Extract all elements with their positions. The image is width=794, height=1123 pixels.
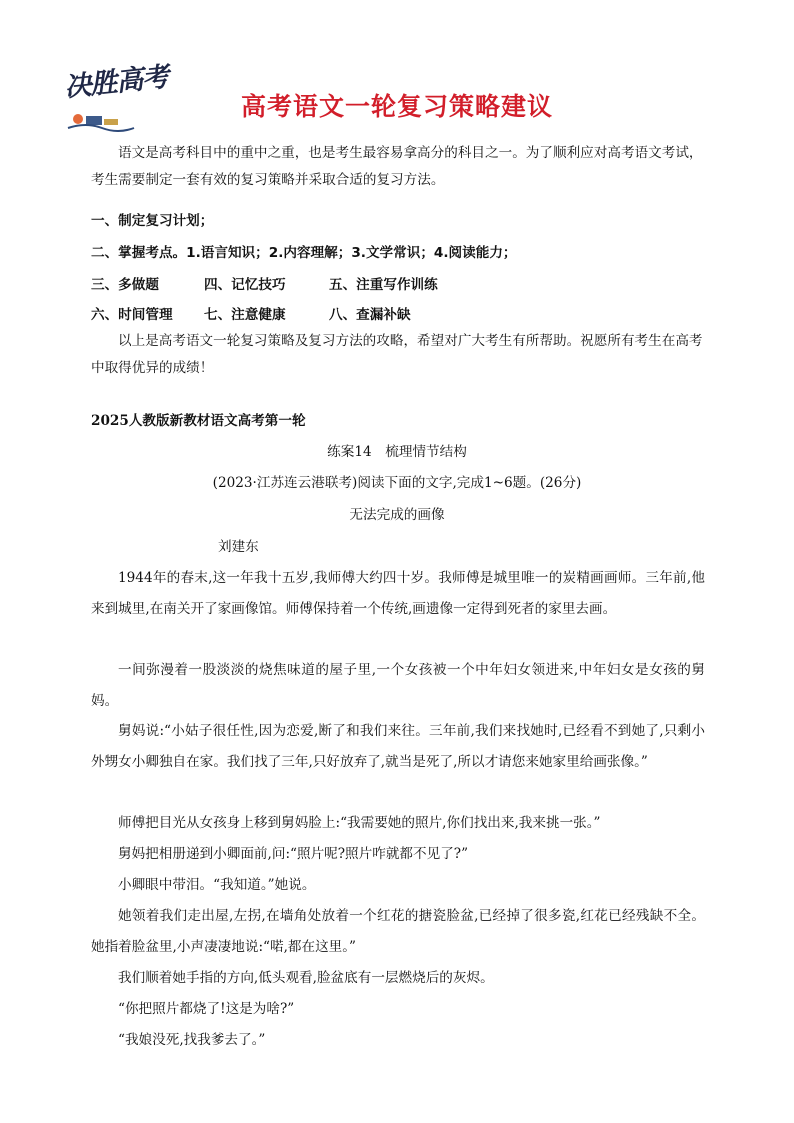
story-paragraph-8: 我们顺着她手指的方向,低头观看,脸盆底有一层燃烧后的灰烬。 bbox=[118, 970, 494, 986]
page-title: 高考语文一轮复习策略建议 bbox=[240, 92, 553, 121]
outro-paragraph: 以上是高考语文一轮复习策略及复习方法的攻略，希望对广大考生有所帮助。祝愿所有考生在高考中取得优异的成绩！ bbox=[91, 333, 703, 376]
story-paragraph-6: 小卿眼中带泪。“我知道。”她说。 bbox=[118, 877, 316, 893]
logo-text: 决胜高考 bbox=[62, 61, 170, 104]
strategy-item-5: 五、注重写作训练 bbox=[329, 277, 438, 293]
story-paragraph-7: 她领着我们走出屋,左拐,在墙角处放着一个红花的搪瓷脸盆,已经掉了很多瓷,红花已经残缺不全。她指着脸盆里,小声凄凄地说:“喏,都在这里。” bbox=[91, 908, 705, 955]
strategy-item-8: 八、查漏补缺 bbox=[329, 307, 411, 323]
story-title: 无法完成的画像 bbox=[349, 507, 445, 523]
story-paragraph-5: 舅妈把相册递到小卿面前,问:“照片呢?照片咋就都不见了?” bbox=[118, 846, 469, 862]
story-paragraph-10: “我娘没死,找我爹去了。” bbox=[118, 1032, 266, 1048]
series-heading: 2025人教版新教材语文高考第一轮 bbox=[91, 413, 306, 429]
strategy-item-7: 七、注意健康 bbox=[204, 307, 286, 323]
lesson-heading: 练案14 梳理情节结构 bbox=[327, 444, 467, 460]
strategy-item-6: 六、时间管理 bbox=[91, 307, 173, 323]
story-paragraph-2: 一间弥漫着一股淡淡的烧焦味道的屋子里,一个女孩被一个中年妇女领进来,中年妇女是女孩的舅妈。 bbox=[91, 662, 705, 709]
question-source: (2023·江苏连云港联考)阅读下面的文字,完成1~6题。(26分) bbox=[212, 475, 582, 491]
story-author: 刘建东 bbox=[218, 539, 259, 555]
strategy-item-4: 四、记忆技巧 bbox=[204, 277, 286, 293]
strategy-item-3: 三、多做题 bbox=[91, 277, 159, 293]
story-paragraph-3: 舅妈说:“小姑子很任性,因为恋爱,断了和我们来往。三年前,我们来找她时,已经看不到她了,只剩小外甥女小卿独自在家。我们找了三年,只好放弃了,就当是死了,所以才请您来她家里给画张像。” bbox=[91, 723, 705, 770]
intro-paragraph: 语文是高考科目中的重中之重，也是考生最容易拿高分的科目之一。为了顺利应对高考语文考试，考生需要制定一套有效的复习策略并采取合适的复习方法。 bbox=[91, 145, 703, 188]
story-paragraph-9: “你把照片都烧了!这是为啥?” bbox=[118, 1001, 295, 1017]
strategy-item-1: 一、制定复习计划； bbox=[91, 213, 214, 229]
story-paragraph-1: 1944年的春末,这一年我十五岁,我师傅大约四十岁。我师傅是城里唯一的炭精画画师。三年前,他来到城里,在南关开了家画像馆。师傅保持着一个传统,画遗像一定得到死者的家里去画。 bbox=[91, 570, 705, 617]
story-paragraph-4: 师傅把目光从女孩身上移到舅妈脸上:“我需要她的照片,你们找出来,我来挑一张。” bbox=[118, 815, 601, 831]
strategy-item-2: 二、掌握考点。1.语言知识；2.内容理解；3.文学常识；4.阅读能力； bbox=[91, 245, 517, 261]
